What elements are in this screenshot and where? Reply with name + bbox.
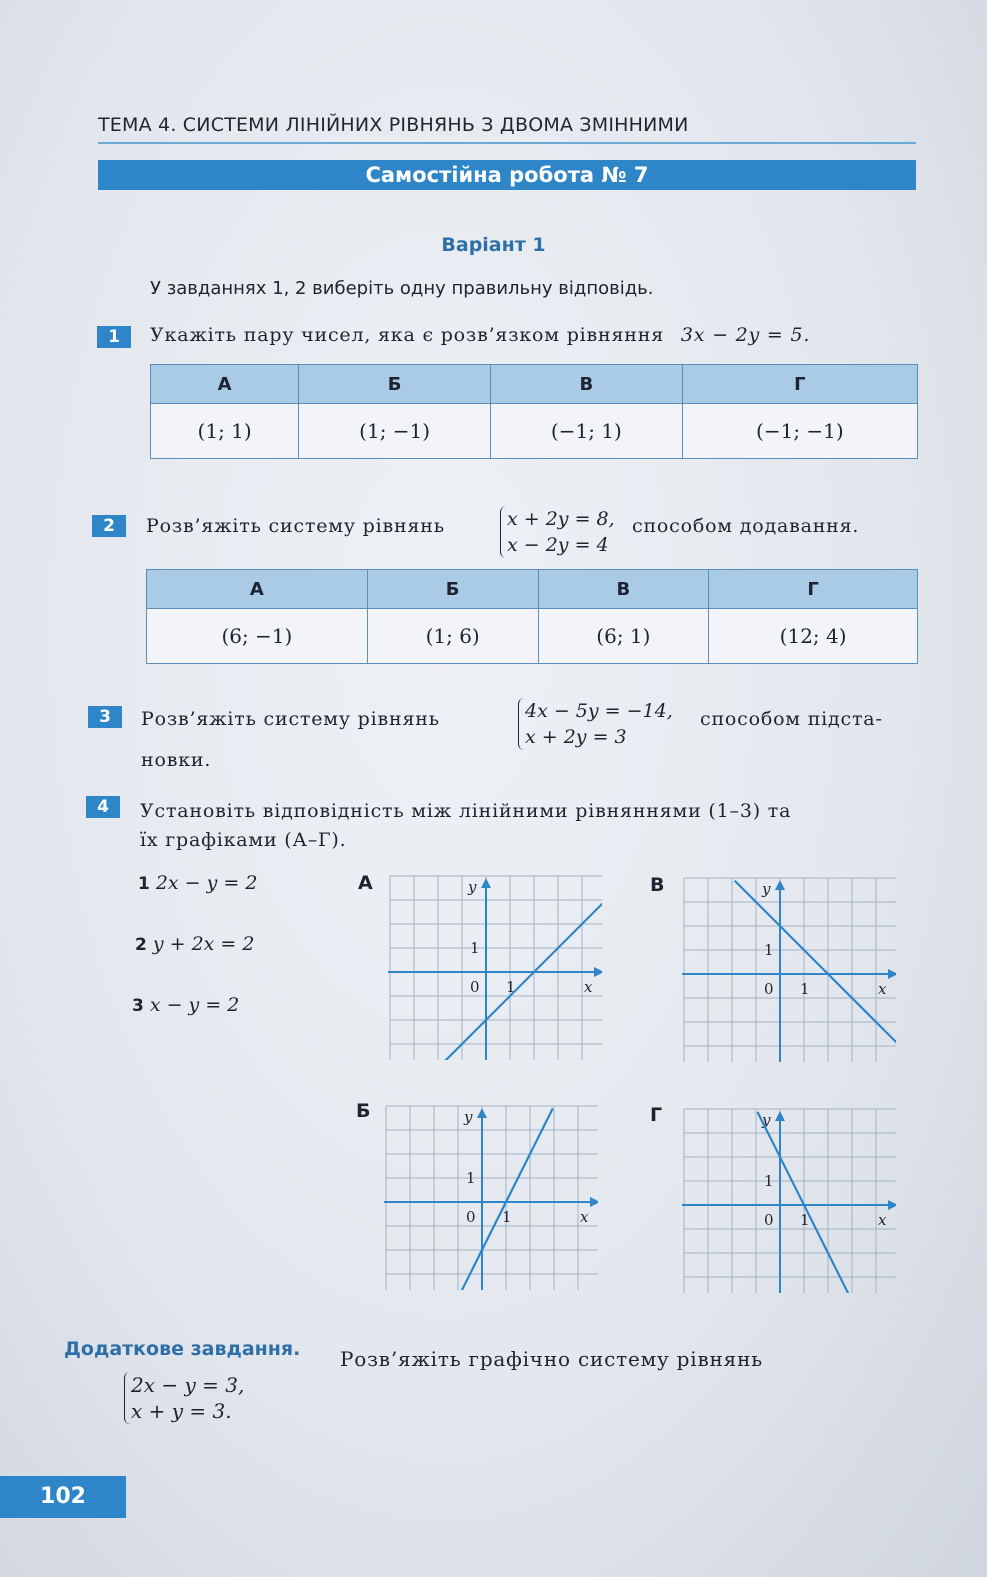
x-axis-arrow-icon xyxy=(590,1197,598,1207)
task-1-option-g[interactable]: (−1; −1) xyxy=(682,404,917,459)
task-1-option-a[interactable]: (1; 1) xyxy=(151,404,299,459)
extra-eq-2: x + y = 3. xyxy=(131,1399,232,1423)
y-unit-label: 1 xyxy=(470,939,480,957)
task-4-question-line2: їх графіками (А–Г). xyxy=(140,829,347,851)
task-4-question-line1: Установіть відповідність між лінійними рівняннями (1–3) та xyxy=(140,800,792,822)
task-2-header-v: В xyxy=(538,570,709,609)
task-1-equation: 3x − 2y = 5. xyxy=(680,324,811,346)
x-unit-label: 1 xyxy=(800,980,810,998)
graph-g xyxy=(680,1105,896,1293)
equation-3-text: x − y = 2 xyxy=(149,994,240,1016)
graph-b-label: Б xyxy=(356,1100,371,1122)
variant-heading: Варіант 1 xyxy=(441,234,546,256)
equation-2-text: y + 2x = 2 xyxy=(152,933,255,955)
y-unit-label: 1 xyxy=(764,941,774,959)
task-2-number: 2 xyxy=(92,515,126,537)
graph-b xyxy=(382,1102,598,1290)
task-1-header-g: Г xyxy=(682,365,917,404)
x-unit-label: 1 xyxy=(502,1208,512,1226)
y-axis-label: y xyxy=(762,1111,771,1129)
equation-1-number: 1 xyxy=(138,874,150,894)
task-2-question: Розв’яжіть систему рівнянь xyxy=(146,515,445,537)
graph-g-label: Г xyxy=(650,1104,663,1126)
task-1-option-v[interactable]: (−1; 1) xyxy=(491,404,683,459)
graph-a xyxy=(386,872,602,1060)
task-2-eq-2: x − 2y = 4 xyxy=(507,534,609,556)
y-axis-label: y xyxy=(468,878,477,896)
equation-1-text: 2x − y = 2 xyxy=(155,872,258,894)
task-2-header-g: Г xyxy=(709,570,918,609)
task-1-header-b: Б xyxy=(299,365,491,404)
task-3-method: способом підста- xyxy=(700,708,883,730)
page-number: 102 xyxy=(0,1476,126,1518)
origin-label: 0 xyxy=(466,1208,476,1226)
extra-task-heading: Додаткове завдання. xyxy=(64,1338,301,1360)
extra-task-text: Розв’яжіть графічно систему рівнянь xyxy=(340,1347,763,1371)
task-2-option-b[interactable]: (1; 6) xyxy=(367,609,538,664)
task-3-eq-1: 4x − 5y = −14, xyxy=(525,700,673,722)
x-axis-label: x xyxy=(878,1211,887,1229)
y-unit-label: 1 xyxy=(466,1169,476,1187)
y-axis-arrow-icon xyxy=(481,878,491,888)
task-2-eq-1: x + 2y = 8, xyxy=(507,508,615,530)
equation-2-number: 2 xyxy=(135,935,147,955)
extra-eq-1: 2x − y = 3, xyxy=(131,1373,245,1397)
task-1-question: Укажіть пару чисел, яка є розв’язком рівняння xyxy=(150,324,665,346)
task-2-option-v[interactable]: (6; 1) xyxy=(538,609,709,664)
x-axis-arrow-icon xyxy=(888,1200,896,1210)
function-line xyxy=(456,1108,553,1290)
graph-v xyxy=(680,874,896,1062)
task-3-system xyxy=(518,698,673,750)
task-2-header-b: Б xyxy=(367,570,538,609)
graph-v-label: В xyxy=(650,874,665,896)
graph-a-label: А xyxy=(358,872,373,894)
y-unit-label: 1 xyxy=(764,1172,774,1190)
task-1-text xyxy=(150,324,810,346)
task-2-option-g[interactable]: (12; 4) xyxy=(709,609,918,664)
task-2-option-a[interactable]: (6; −1) xyxy=(147,609,368,664)
x-unit-label: 1 xyxy=(506,978,516,996)
task-1-number: 1 xyxy=(97,326,131,348)
x-axis-arrow-icon xyxy=(594,967,602,977)
task-3-question: Розв’яжіть систему рівнянь xyxy=(141,708,440,730)
x-axis-label: x xyxy=(878,980,887,998)
x-axis-label: x xyxy=(580,1208,589,1226)
task-1-answer-table xyxy=(150,364,918,459)
task-4-equation-1 xyxy=(138,872,257,894)
extra-task-system xyxy=(124,1372,244,1424)
y-axis-label: y xyxy=(762,880,771,898)
instruction-text: У завданнях 1, 2 виберіть одну правильну відповідь. xyxy=(150,278,654,299)
equation-3-number: 3 xyxy=(132,996,144,1016)
task-2-header-a: А xyxy=(147,570,368,609)
topic-header: ТЕМА 4. СИСТЕМИ ЛІНІЙНИХ РІВНЯНЬ З ДВОМА ЗМІННИМИ xyxy=(98,114,916,144)
y-axis-arrow-icon xyxy=(775,880,785,890)
y-axis-label: y xyxy=(464,1108,473,1126)
x-unit-label: 1 xyxy=(800,1211,810,1229)
task-2-method: способом додавання. xyxy=(632,515,860,537)
origin-label: 0 xyxy=(470,978,480,996)
origin-label: 0 xyxy=(764,1211,774,1229)
task-1-option-b[interactable]: (1; −1) xyxy=(299,404,491,459)
task-4-equation-2 xyxy=(135,933,254,955)
x-axis-arrow-icon xyxy=(888,969,896,979)
task-3-number: 3 xyxy=(88,706,122,728)
work-title-banner: Самостійна робота № 7 xyxy=(98,160,916,190)
task-4-number: 4 xyxy=(86,796,120,818)
task-4-equation-3 xyxy=(132,994,239,1016)
x-axis-label: x xyxy=(584,978,593,996)
y-axis-arrow-icon xyxy=(477,1108,487,1118)
task-2-answer-table xyxy=(146,569,918,664)
function-line xyxy=(757,1112,854,1293)
y-axis-arrow-icon xyxy=(775,1111,785,1121)
origin-label: 0 xyxy=(764,980,774,998)
task-1-header-a: А xyxy=(151,365,299,404)
task-2-system xyxy=(500,506,615,558)
task-3-eq-2: x + 2y = 3 xyxy=(525,726,627,748)
task-1-header-v: В xyxy=(491,365,683,404)
function-line xyxy=(735,881,896,1046)
task-3-method-cont: новки. xyxy=(141,749,212,771)
